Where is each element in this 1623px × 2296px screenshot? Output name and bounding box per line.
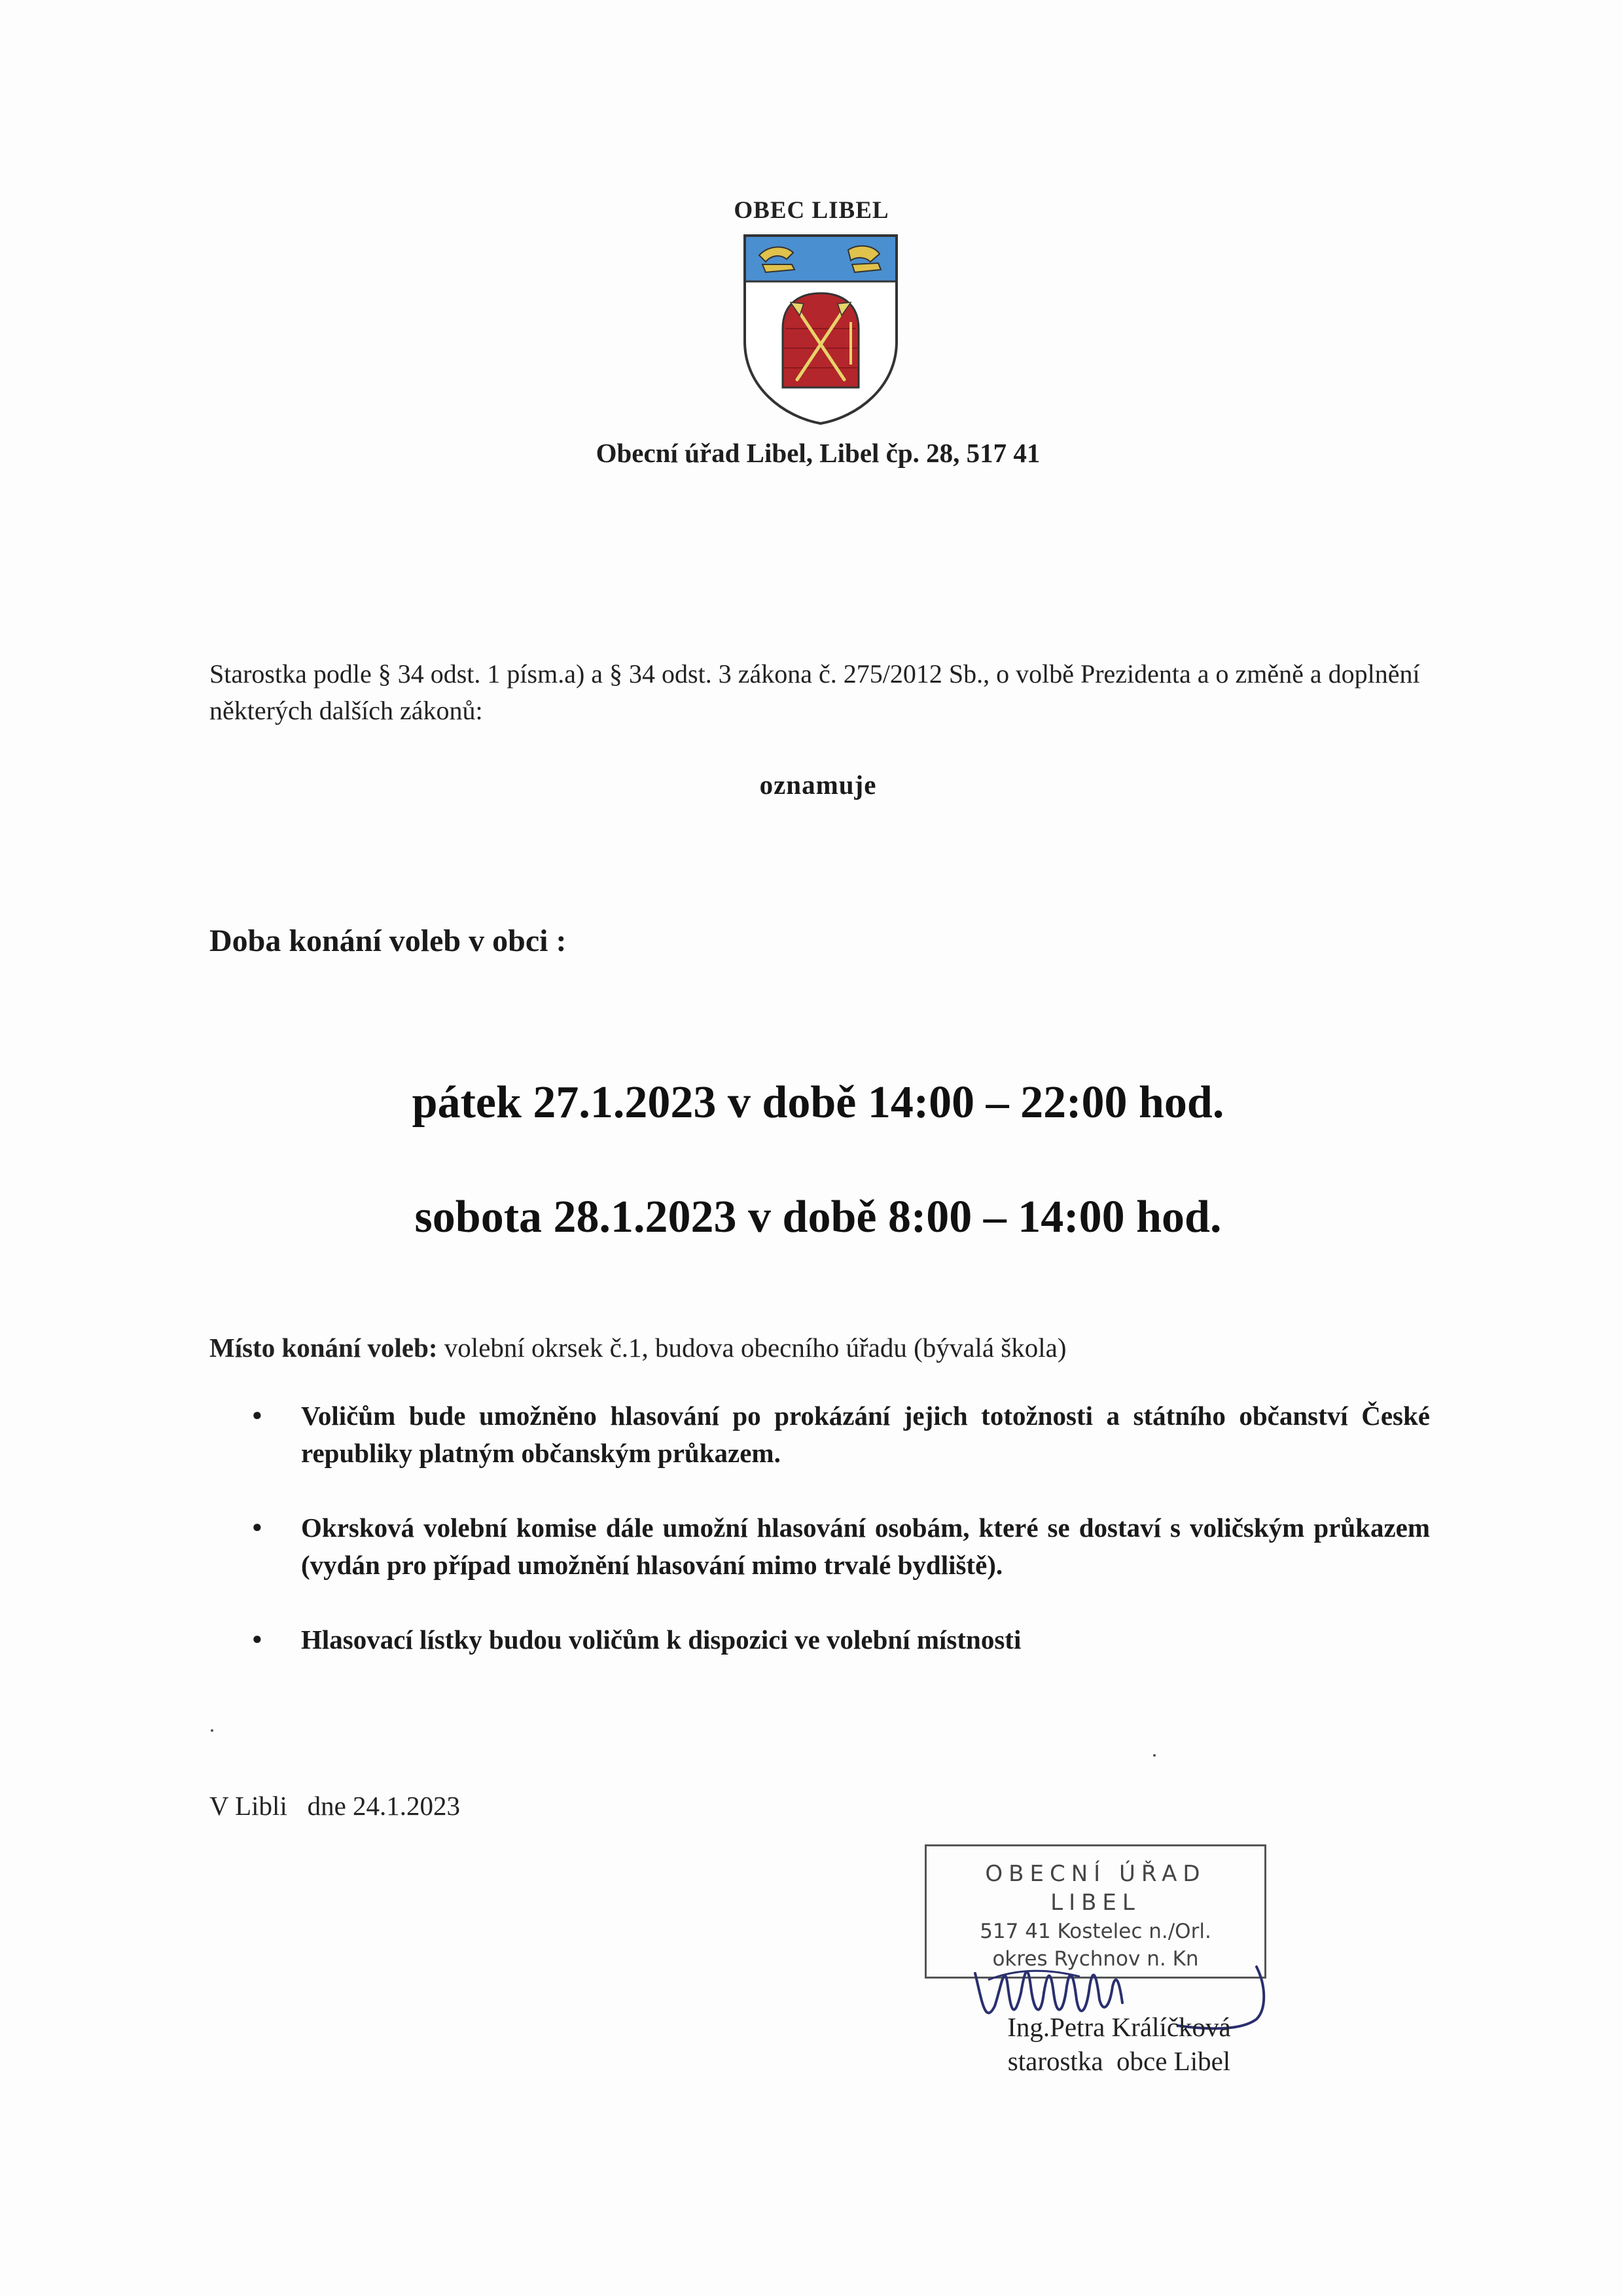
stamp-line: 517 41 Kostelec n./Orl. [980, 1920, 1211, 1943]
announce-word: oznamuje [759, 770, 877, 800]
intro-text: Starostka podle § 34 odst. 1 písm.a) a § 34 odst. 3 zákona č. 275/2012 Sb., o volbě Prezidenta a o změně a doplnění některých dalších zákonů: [209, 659, 1420, 725]
election-place [209, 1332, 1453, 1363]
signing-place-date: V Libli dne 24.1.2023 [209, 1791, 461, 1821]
stamp-line: OBECNÍ ÚŘAD [985, 1861, 1206, 1887]
stamp-line: LIBEL [1050, 1890, 1141, 1916]
coat-of-arms-icon [740, 230, 902, 427]
bullet-item: ● Hlasovací lístky budou voličům k dispozici ve volební místnosti [242, 1621, 1430, 1659]
logo-title: OBEC LIBEL [734, 197, 889, 224]
election-place-label: Místo konání voleb: [209, 1333, 438, 1363]
election-period-heading: Doba konání voleb v obci : [209, 924, 567, 958]
office-address: Obecní úřad Libel, Libel čp. 28, 517 41 [596, 438, 1041, 468]
scan-speck [1153, 1754, 1156, 1757]
election-date-friday: pátek 27.1.2023 v době 14:00 – 22:00 hod. [412, 1077, 1224, 1128]
bullet-item: ● Okrsková volební komise dále umožní hlasování osobám, které se dostaví s voličským průkazem (vydán pro případ umožnění hlasování mimo trvalé bydliště). [242, 1509, 1430, 1584]
signatory-name: Ing.Petra Králíčková [1007, 2012, 1231, 2042]
stamp-line: okres Rychnov n. Kn [992, 1947, 1199, 1971]
scan-speck [211, 1729, 213, 1732]
election-place-value: volební okrsek č.1, budova obecního úřadu (bývalá škola) [437, 1333, 1067, 1363]
info-bullet-list [242, 1397, 1430, 1696]
bullet-item: ● Voličům bude umožněno hlasování po prokázání jejich totožnosti a státního občanství České republiky platným občanským průkazem. [242, 1397, 1430, 1472]
election-date-saturday: sobota 28.1.2023 v době 8:00 – 14:00 hod. [414, 1192, 1222, 1242]
signatory-role: starostka obce Libel [1007, 2046, 1231, 2076]
